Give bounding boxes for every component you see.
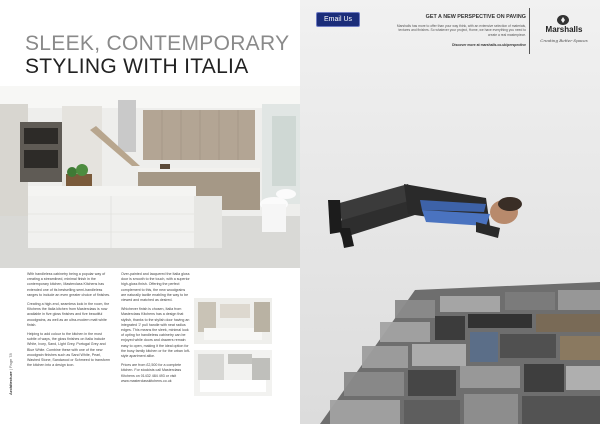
brand-tagline: Creating Better Spaces: [540, 38, 588, 43]
column2-paragraph: Prices are from £2,500 for a complete kitchen. For stockists call Masterclass Kitchens on 01432 484 493 or visit www.masterclasskitchens.co.uk: [121, 363, 182, 383]
column2-paragraph: Over-painted and lacquered the Italia gloss door is smooth to the touch, with a superior high-gloss finish. Offering the perfect complement to this, the new woodgrains are naturally tactile enabling the way to be viewed and matched as desired.: [121, 272, 190, 303]
brand-name: Marshalls: [545, 25, 583, 34]
page-footer: Architecture | Page 78: [8, 353, 13, 395]
column2-paragraph: Whichever finish is chosen, Italia from Masterclass Kitchens has a design that stylish, thanks to the stylish door having an integrated 'J' pull handle with neat radius edges. This means the sleek, minimal look of opting for handleless cabinetry can be enjoyed while doors and drawers remain easy to open, making it the ideal option for the busy family kitchen or for the urban loft-style apartment alike.: [121, 307, 190, 359]
column1-paragraph: With handleless cabinetry being a popular way of creating a streamlined, minimal finish in the contemporary kitchen, Masterclass Kitchens has extended one of its bestselling semi-handleless ranges to include an even greater choice of finishes.: [27, 272, 111, 297]
article-headline: [25, 32, 289, 78]
kitchen-photo: [0, 86, 300, 268]
brand-divider: [529, 8, 530, 54]
email-us-button[interactable]: Email Us: [316, 12, 360, 27]
article-column-2: [121, 272, 191, 388]
ad-link[interactable]: Discover more at marshalls.co.uk/perspective: [452, 43, 526, 47]
right-page-advert: [300, 0, 600, 424]
column1-paragraph: Helping to add colour to the kitchen in the most subtle of ways, the gloss finishes on Italia include White, Ivory, Sand, Light Grey, Portugal Grey and Blue White. Combine these with one of the new woodgrain finishes such as Sand White, Pearl, Washed Stone, Sandwood or Schmeed to transform the kitchen into a design icon.: [27, 332, 110, 368]
kitchen-thumbnail-1: [194, 298, 272, 344]
ad-headline: GET A NEW PERSPECTIVE ON PAVING: [425, 14, 526, 20]
headline-line-1: SLEEK, CONTEMPORARY: [25, 32, 290, 55]
column1-paragraph: Creating a high-end, seamless look in the room, the Kitchens the Italia kitchen from Masterclass is now available in five gloss finishes and five beautiful woodgrains, as well as an ultra-modern matt white finish.: [27, 302, 110, 327]
ad-body-text: Marshalls has more to offer than your way think, with an extensive selection of materials, textures and finishes. So whatever your project, Home, we have everything you need to create a real masterpiece.: [396, 24, 526, 37]
footer-page-number: Page 78: [8, 353, 13, 369]
headline-line-2: STYLING WITH ITALIA: [25, 55, 249, 78]
footer-brand: Architecture: [8, 371, 13, 395]
article-column-1: [27, 272, 111, 372]
kitchen-thumbnail-2: [194, 350, 272, 396]
man-lying-on-paving-photo: [300, 0, 600, 424]
